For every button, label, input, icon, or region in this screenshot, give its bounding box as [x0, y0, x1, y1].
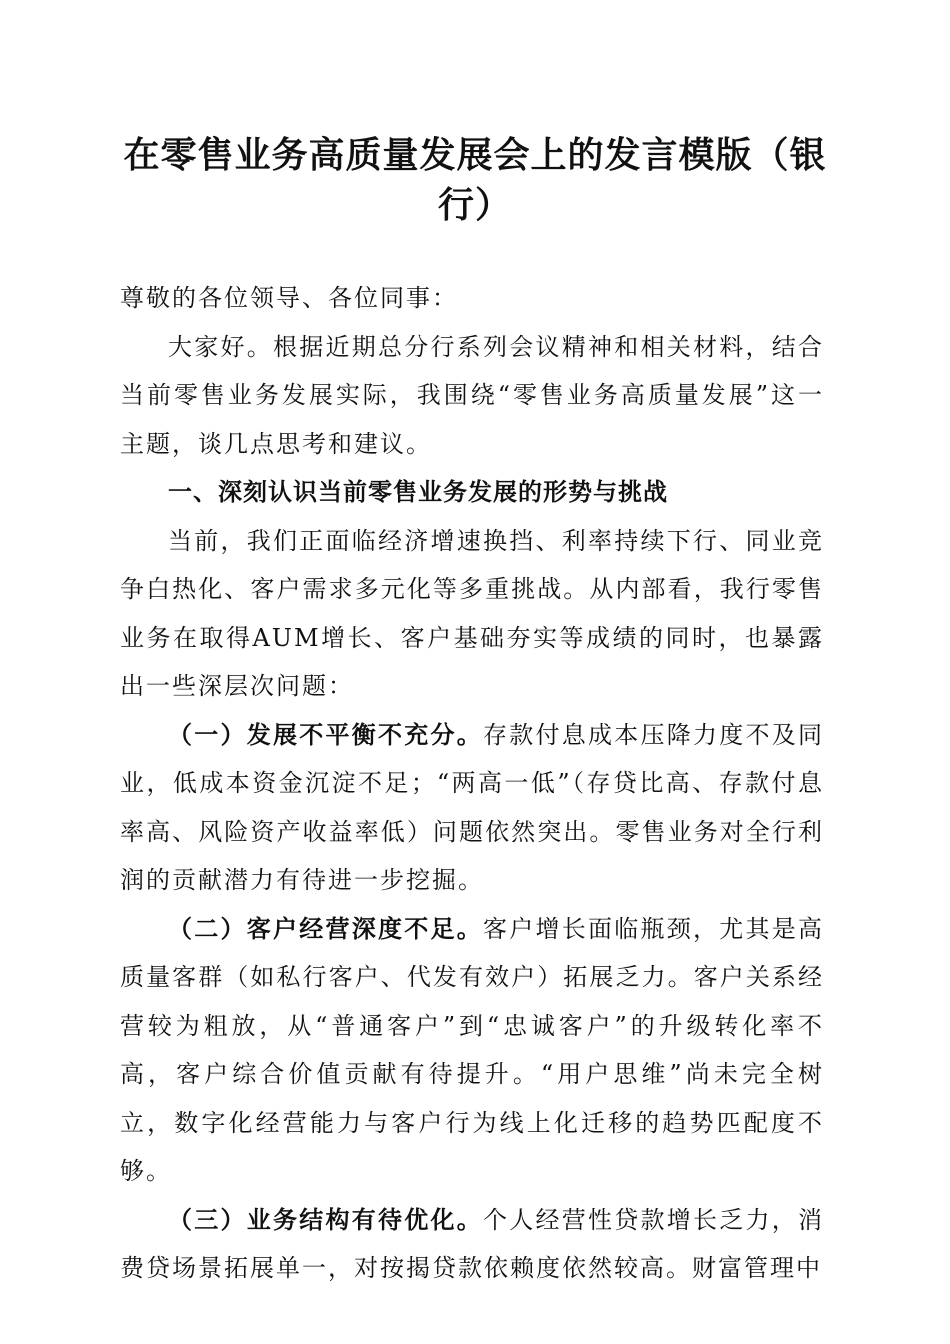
list-item: [120, 1196, 824, 1293]
item-text: 个人经营性贷款增长乏力，消费贷场景拓展单一，对按揭贷款依赖度依然较高。财富管理中: [120, 1205, 824, 1282]
item-text: 存款付息成本压降力度不及同业，低成本资金沉淀不足；“两高一低”（存贷比高、存款付息率高、风险资产收益率低）问题依然突出。零售业务对全行利润的贡献潜力有待进一步挖掘。: [120, 720, 824, 894]
document-body: [120, 274, 824, 1293]
item-lead: （三）业务结构有待优化。: [168, 1204, 483, 1234]
list-item: [120, 905, 824, 1196]
intro-paragraph: 大家好。根据近期总分行系列会议精神和相关材料，结合当前零售业务发展实际，我围绕“零售业务高质量发展”这一主题，谈几点思考和建议。: [120, 332, 824, 458]
item-lead: （一）发展不平衡不充分。: [168, 719, 483, 749]
salutation: 尊敬的各位领导、各位同事：: [120, 284, 458, 312]
item-lead: （二）客户经营深度不足。: [168, 913, 483, 943]
section-paragraph: 当前，我们正面临经济增速换挡、利率持续下行、同业竞争白热化、客户需求多元化等多重挑战。从内部看，我行零售业务在取得AUM增长、客户基础夯实等成绩的同时，也暴露出一些深层次问题：: [120, 526, 824, 700]
document-title: 在零售业务高质量发展会上的发言模版（银行）: [123, 134, 827, 226]
section-heading: 一、深刻认识当前零售业务发展的形势与挑战: [168, 478, 668, 506]
item-text: 客户增长面临瓶颈，尤其是高质量客群（如私行客户、代发有效户）拓展乏力。客户关系经营较为粗放，从“普通客户”到“忠诚客户”的升级转化率不高，客户综合价值贡献有待提升。“用户思维”尚未完全树立，数字化经营能力与客户行为线上化迁移的趋势匹配度不够。: [120, 914, 824, 1185]
list-item: [120, 711, 824, 905]
